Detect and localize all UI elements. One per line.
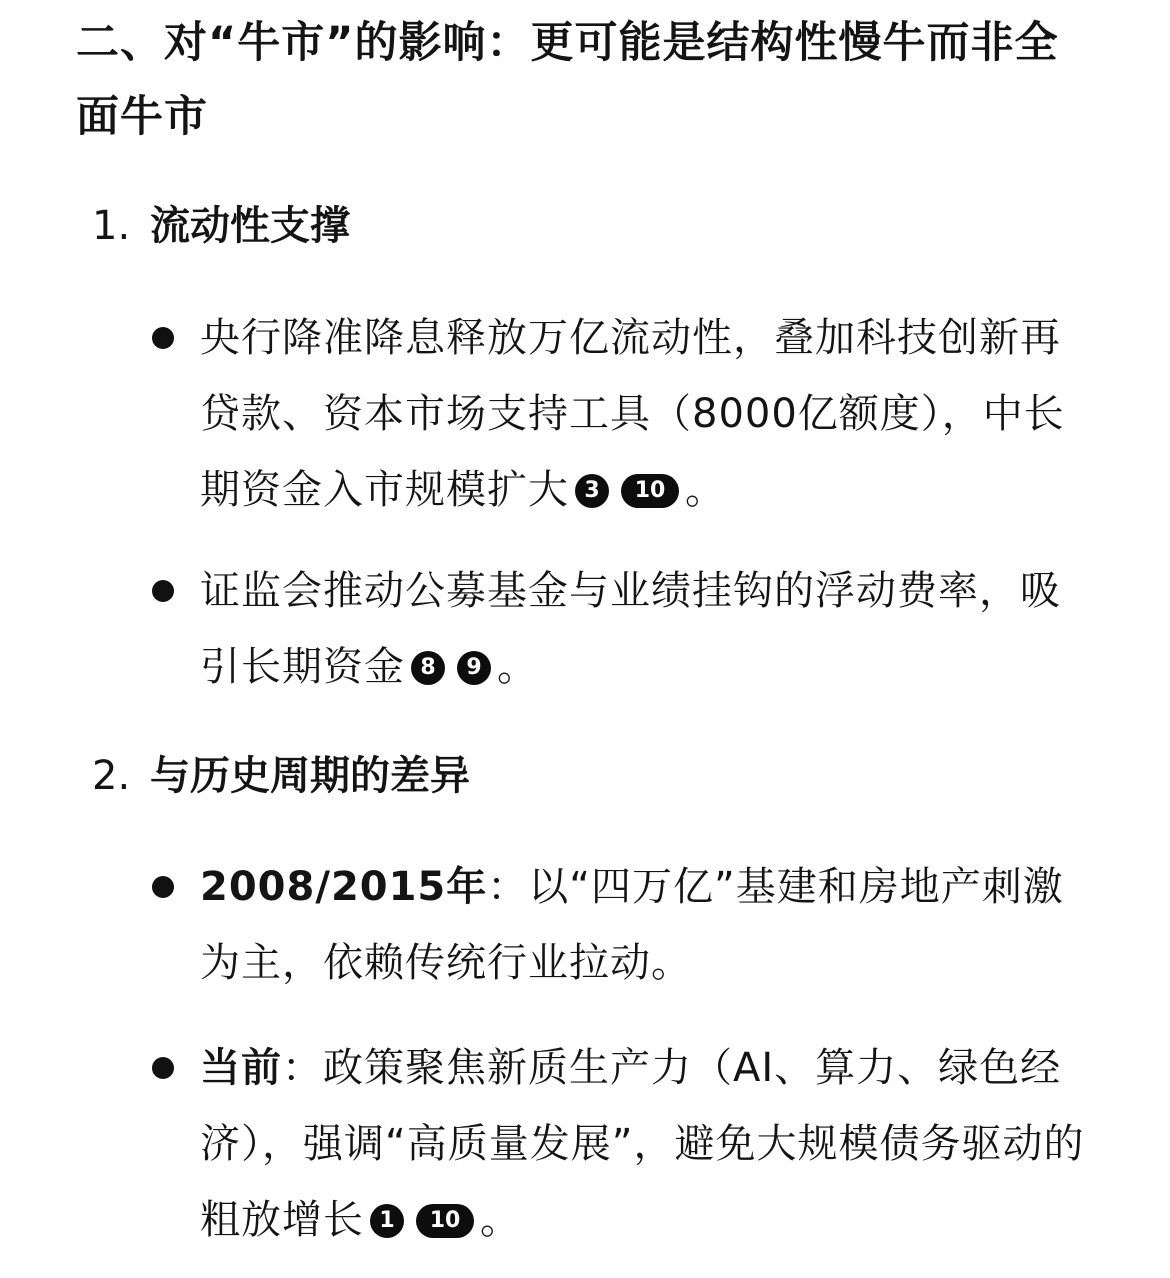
bullet-label: 当前 xyxy=(200,1045,282,1091)
bullet-text: 政策聚焦新质生产力（AI、算力、绿色经济），强调“高质量发展”，避免大规模债务驱动的粗放增长 xyxy=(200,1045,1085,1243)
bullet-text: 央行降准降息释放万亿流动性，叠加科技创新再贷款、资本市场支持工具（8000亿额度），中长期资金入市规模扩大 xyxy=(200,315,1065,513)
bullet-dot-icon xyxy=(152,580,174,602)
bullet-separator: ： xyxy=(487,864,529,910)
citation-badge[interactable]: 8 xyxy=(411,651,445,685)
citation-badge[interactable]: 10 xyxy=(416,1204,474,1238)
bullet-text: 证监会推动公募基金与业绩挂钩的浮动费率，吸引长期资金 xyxy=(200,568,1061,690)
bullet-item xyxy=(152,849,1087,1001)
bullet-dot-icon xyxy=(152,876,174,898)
citation-badge[interactable]: 3 xyxy=(575,474,609,508)
item-title: 与历史周期的差异 xyxy=(150,753,470,799)
item-number: 1. xyxy=(92,203,131,249)
bullet-text: 以“四万亿”基建和房地产刺激为主，依赖传统行业拉动。 xyxy=(200,864,1064,986)
citation-badge[interactable]: 1 xyxy=(370,1204,404,1238)
bullet-label: 2008/2015年 xyxy=(200,864,488,910)
citation-badge[interactable]: 10 xyxy=(621,474,679,508)
citation-badge[interactable]: 9 xyxy=(457,651,491,685)
bullet-item xyxy=(152,1030,1087,1258)
bullet-dot-icon xyxy=(152,327,174,349)
item-title: 流动性支撑 xyxy=(150,203,350,249)
numbered-item-history xyxy=(92,746,470,806)
item-number: 2. xyxy=(92,753,131,799)
bullet-separator: ： xyxy=(282,1045,323,1091)
bullet-end: 。 xyxy=(480,1197,521,1243)
bullet-end: 。 xyxy=(497,644,538,690)
bullet-dot-icon xyxy=(152,1057,174,1079)
numbered-item-liquidity xyxy=(92,196,350,256)
bullet-end: 。 xyxy=(685,467,726,513)
bullet-item xyxy=(152,553,1087,705)
section-heading: 二、对“牛市”的影响：更可能是结构性慢牛而非全面牛市 xyxy=(76,18,1059,142)
bullet-item xyxy=(152,300,1087,528)
